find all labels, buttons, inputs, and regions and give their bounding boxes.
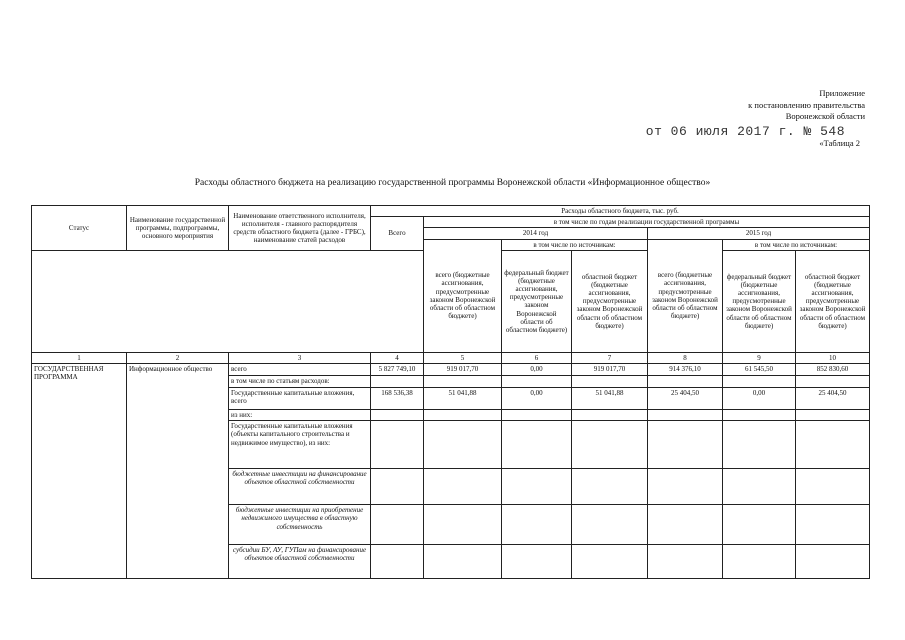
cell-value <box>424 545 502 579</box>
cell-value <box>424 376 502 388</box>
table-row <box>32 364 870 376</box>
cell-value <box>648 421 723 469</box>
col-number: 9 <box>723 352 796 363</box>
cell-value <box>648 545 723 579</box>
col-number: 3 <box>229 352 371 363</box>
cell-value <box>796 469 870 505</box>
cell-value <box>572 421 648 469</box>
cell-value <box>648 376 723 388</box>
cell-value <box>648 505 723 545</box>
table-number-label: «Таблица 2 <box>819 138 860 148</box>
row-label: бюджетные инвестиции на финансирование объектов областной собственности <box>229 469 371 505</box>
cell-value: 914 376,10 <box>648 364 723 376</box>
cell-value <box>502 410 572 421</box>
cell-value <box>796 545 870 579</box>
cell-value <box>796 505 870 545</box>
col-number: 6 <box>502 352 572 363</box>
header-2015-total: всего (бюджетные ассигнования, предусмотренные законом Воронежской области об областном бюджете) <box>648 239 723 352</box>
cell-value <box>502 376 572 388</box>
row-label: из них: <box>229 410 371 421</box>
cell-value <box>502 505 572 545</box>
cell-value: 51 041,88 <box>572 388 648 410</box>
cell-value <box>572 410 648 421</box>
col-number: 4 <box>371 352 424 363</box>
col-number: 7 <box>572 352 648 363</box>
cell-value: 25 404,50 <box>796 388 870 410</box>
cell-value <box>648 469 723 505</box>
resolution-date-stamp: от 06 июля 2017 г. № 548 <box>645 124 845 139</box>
header-2015-sources: в том числе по источникам: <box>723 239 870 250</box>
header-2014-sources: в том числе по источникам: <box>502 239 648 250</box>
header-year-2014: 2014 год <box>424 228 648 239</box>
cell-value <box>502 469 572 505</box>
cell-value: 25 404,50 <box>648 388 723 410</box>
cell-value <box>796 376 870 388</box>
cell-value: 919 017,70 <box>424 364 502 376</box>
row-program: Информационное общество <box>127 364 229 579</box>
cell-value <box>424 469 502 505</box>
row-status: ГОСУДАРСТВЕННАЯ ПРОГРАММА <box>32 364 127 579</box>
cell-value: 168 536,38 <box>371 388 424 410</box>
cell-value <box>723 505 796 545</box>
cell-value <box>371 505 424 545</box>
cell-value <box>572 376 648 388</box>
col-number: 5 <box>424 352 502 363</box>
header-spacer <box>32 250 424 352</box>
expenses-table <box>31 205 870 579</box>
cell-value <box>502 421 572 469</box>
col-number: 10 <box>796 352 870 363</box>
header-2015-regional: областной бюджет (бюджетные ассигнования, предусмотренные законом Воронежской области об областном бюджете) <box>796 250 870 352</box>
row-label: Государственные капитальные вложения (объекты капитального строительства и недвижимое имущество), из них: <box>229 421 371 469</box>
cell-value <box>796 421 870 469</box>
cell-value <box>723 410 796 421</box>
header-year-2015: 2015 год <box>648 228 870 239</box>
cell-value <box>572 545 648 579</box>
cell-value <box>424 410 502 421</box>
cell-value <box>371 410 424 421</box>
document-title: Расходы областного бюджета на реализацию государственной программы Воронежской области «Информационное общество» <box>194 178 711 188</box>
header-2014-federal: федеральный бюджет (бюджетные ассигнования, предусмотренные законом Воронежской области об областном бюджете) <box>502 250 572 352</box>
header-by-years: в том числе по годам реализации государственной программы <box>424 217 870 228</box>
row-label: бюджетные инвестиции на приобретение недвижимого имущества в областную собственность <box>229 505 371 545</box>
col-number: 1 <box>32 352 127 363</box>
cell-value: 0,00 <box>723 388 796 410</box>
col-number: 2 <box>127 352 229 363</box>
cell-value <box>723 376 796 388</box>
header-executor: Наименование ответственного исполнителя, исполнителя - главного распорядителя средств областного бюджета (далее - ГРБС), наименование статей расходов <box>229 206 371 251</box>
cell-value: 919 017,70 <box>572 364 648 376</box>
cell-value <box>723 421 796 469</box>
cell-value: 0,00 <box>502 388 572 410</box>
region-label: Воронежской области <box>785 111 865 121</box>
row-label: Государственные капитальные вложения, всего <box>229 388 371 410</box>
cell-value: 852 830,60 <box>796 364 870 376</box>
header-total: Всего <box>371 217 424 251</box>
cell-value <box>572 469 648 505</box>
cell-value <box>502 545 572 579</box>
cell-value <box>424 421 502 469</box>
cell-value <box>424 505 502 545</box>
cell-value <box>648 410 723 421</box>
cell-value: 61 545,50 <box>723 364 796 376</box>
cell-value <box>371 469 424 505</box>
header-2014-regional: областной бюджет (бюджетные ассигнования, предусмотренные законом Воронежской области об областном бюджете) <box>572 250 648 352</box>
cell-value <box>371 421 424 469</box>
cell-value <box>723 469 796 505</box>
cell-value <box>371 376 424 388</box>
cell-value: 51 041,88 <box>424 388 502 410</box>
cell-value <box>796 410 870 421</box>
row-label: субсидии БУ, АУ, ГУПам на финансирование объектов областной собственности <box>229 545 371 579</box>
cell-value <box>572 505 648 545</box>
cell-value <box>371 545 424 579</box>
header-2014-total: всего (бюджетные ассигнования, предусмотренные законом Воронежской области об областном бюджете) <box>424 239 502 352</box>
cell-value: 5 827 749,10 <box>371 364 424 376</box>
cell-value: 0,00 <box>502 364 572 376</box>
row-label: в том числе по статьям расходов: <box>229 376 371 388</box>
header-program: Наименование государственной программы, подпрограммы, основного мероприятия <box>127 206 229 251</box>
header-2015-federal: федеральный бюджет (бюджетные ассигнования, предусмотренные законом Воронежской области об областном бюджете) <box>723 250 796 352</box>
row-label: всего <box>229 364 371 376</box>
col-number: 8 <box>648 352 723 363</box>
cell-value <box>723 545 796 579</box>
appendix-label: Приложение <box>819 88 865 98</box>
header-expenses-group: Расходы областного бюджета, тыс. руб. <box>371 206 870 217</box>
header-status: Статус <box>32 206 127 251</box>
resolution-label: к постановлению правительства <box>748 100 865 110</box>
